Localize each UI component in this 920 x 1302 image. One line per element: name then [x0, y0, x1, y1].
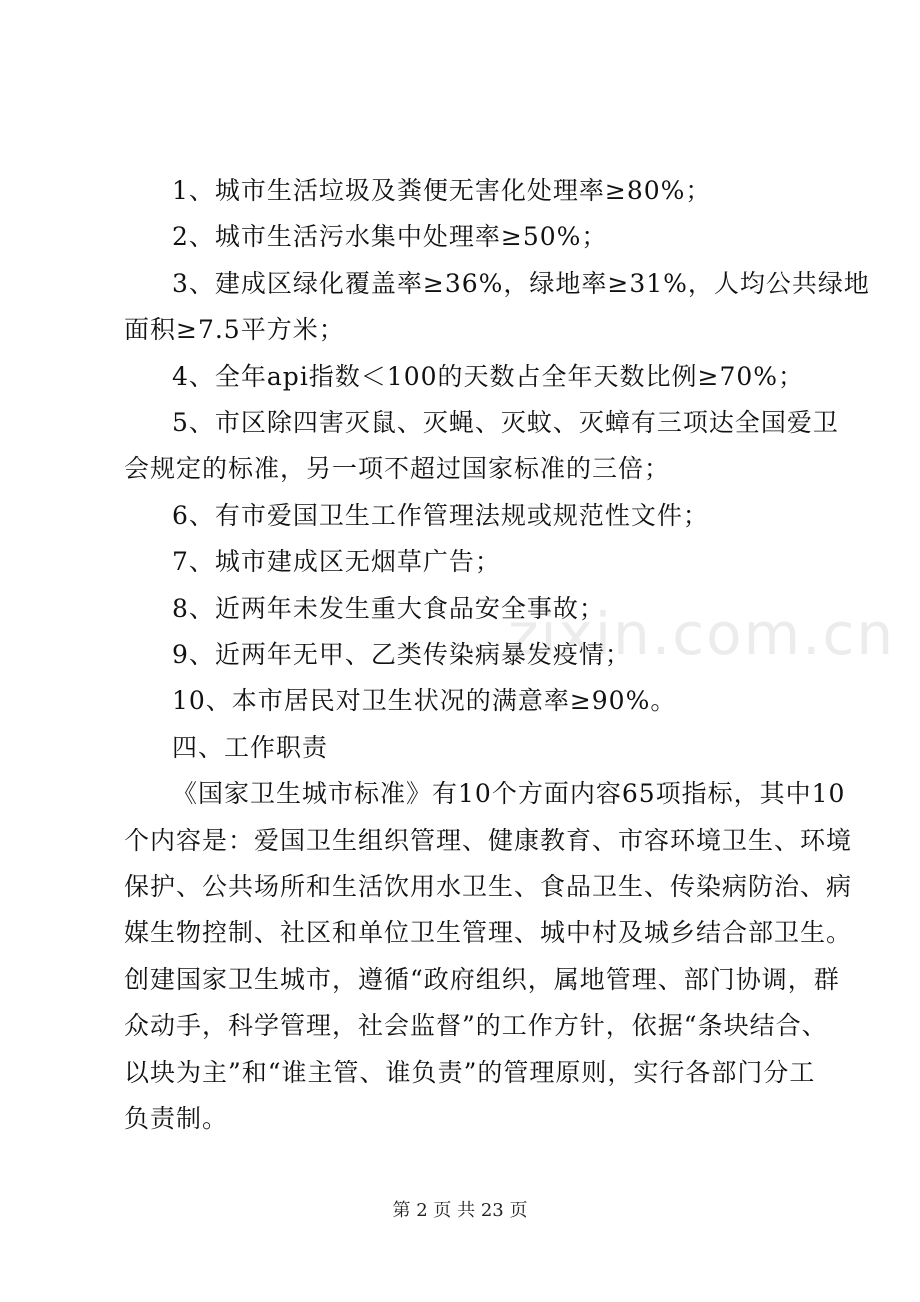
text-line-14: 《国家卫生城市标准》有10个方面内容65项指标，其中10 — [172, 779, 846, 808]
text-line-8: 6、有市爱国卫生工作管理法规或规范性文件； — [172, 501, 709, 530]
text-line-20: 以块为主”和“谁主管、谁负责”的管理原则，实行各部门分工 — [124, 1058, 816, 1087]
page-footer: 第 2 页 共 23 页 — [392, 1200, 528, 1221]
text-line-5: 4、全年api指数＜100的天数占全年天数比例≥70%； — [172, 362, 805, 391]
text-line-18: 创建国家卫生城市，遵循“政府组织，属地管理、部门协调，群 — [124, 965, 840, 994]
text-line-1: 1、城市生活垃圾及粪便无害化处理率≥80%； — [172, 176, 712, 205]
text-line-11: 9、近两年无甲、乙类传染病暴发疫情； — [172, 640, 631, 669]
watermark-text: zixin.com.cn — [508, 600, 896, 668]
text-line-6: 5、市区除四害灭鼠、灭蝇、灭蚊、灭蟑有三项达全国爱卫 — [172, 408, 839, 437]
text-line-9: 7、城市建成区无烟草广告； — [172, 547, 501, 576]
text-line-16: 保护、公共场所和生活饮用水卫生、食品卫生、传染病防治、病 — [124, 872, 853, 901]
text-line-3: 3、建成区绿化覆盖率≥36%，绿地率≥31%，人均公共绿地 — [172, 269, 870, 298]
text-line-7: 会规定的标准，另一项不超过国家标准的三倍； — [124, 454, 671, 483]
section-heading: 四、工作职责 — [172, 733, 329, 762]
text-line-4: 面积≥7.5平方米； — [124, 315, 345, 344]
text-line-10: 8、近两年未发生重大食品安全事故； — [172, 594, 605, 623]
text-line-12: 10、本市居民对卫生状况的满意率≥90%。 — [172, 686, 677, 715]
text-line-21: 负责制。 — [124, 1104, 229, 1133]
text-line-15: 个内容是：爱国卫生组织管理、健康教育、市容环境卫生、环境 — [124, 826, 853, 855]
text-line-2: 2、城市生活污水集中处理率≥50%； — [172, 222, 608, 251]
text-line-19: 众动手，科学管理，社会监督”的工作方针，依据“条块结合、 — [124, 1011, 828, 1040]
text-line-17: 媒生物控制、社区和单位卫生管理、城中村及城乡结合部卫生。 — [124, 918, 853, 947]
